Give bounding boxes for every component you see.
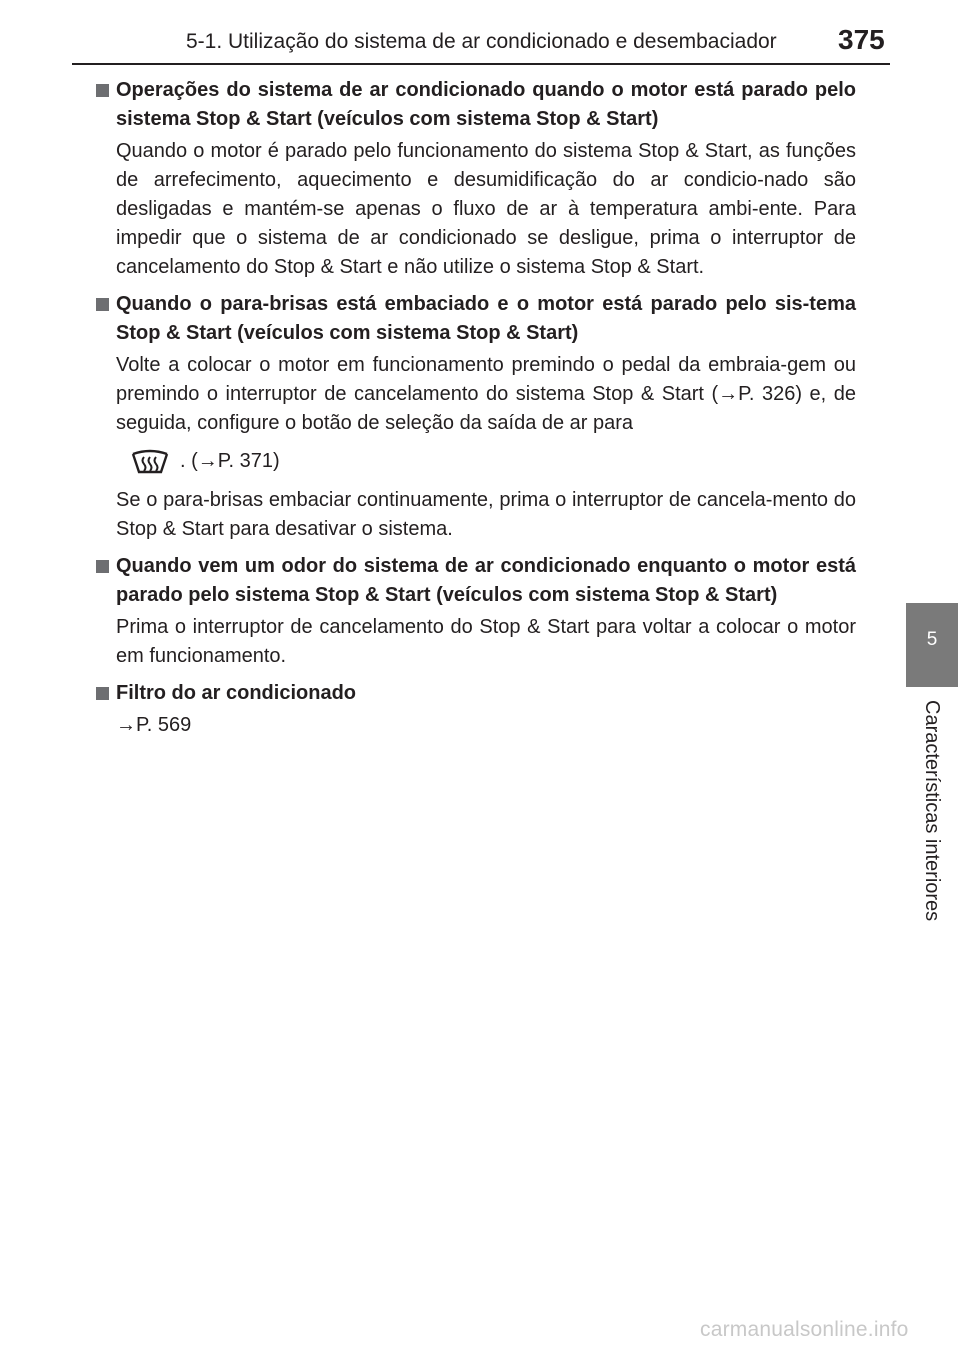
page-reference[interactable]: . (→P. 371) (180, 449, 280, 472)
square-bullet-icon (96, 687, 109, 700)
section-paragraph: Volte a colocar o motor em funcionamento premindo o pedal da embraia-gem ou premindo o interruptor de cancelamento do sistema Stop & Start (→P. 326) e, de seguida, configure o botão de seleção da saída de ar para (116, 354, 856, 434)
section-ac-filter (96, 679, 856, 740)
running-header: 5-1. Utilização do sistema de ar condicionado e desembaciador (186, 30, 777, 53)
square-bullet-icon (96, 560, 109, 573)
defroster-reference-line (130, 446, 856, 476)
page-reference[interactable]: →P. 569 (116, 714, 192, 736)
section-heading (96, 290, 856, 348)
section-heading-text: Quando o para-brisas está embaciado e o motor está parado pelo sis-tema Stop & Start (veículos com sistema Stop & Start) (116, 293, 856, 344)
square-bullet-icon (96, 84, 109, 97)
section-stop-start-operations (96, 76, 856, 282)
windshield-defroster-icon (130, 446, 170, 476)
page-content (96, 76, 856, 748)
chapter-tab[interactable] (906, 603, 958, 687)
section-heading-text: Operações do sistema de ar condicionado quando o motor está parado pelo sistema Stop & Start (veículos com sistema Stop & Start) (116, 79, 856, 130)
page-number: 375 (838, 24, 885, 55)
section-heading (96, 552, 856, 610)
section-heading (96, 76, 856, 134)
section-ac-odor (96, 552, 856, 671)
section-paragraph: Prima o interruptor de cancelamento do Stop & Start para voltar a colocar o motor em funcionamento. (116, 616, 856, 667)
section-paragraph: Quando o motor é parado pelo funcionamento do sistema Stop & Start, as funções de arrefecimento, aquecimento e desumidificação do ar condicio-nado são desligadas e mantém-se apenas o fluxo de ar à temperatura ambi-ente. Para impedir que o sistema de ar condicionado se desligue, prima o interruptor de cancelamento do Stop & Start e não utilize o sistema Stop & Start. (116, 140, 856, 278)
section-heading (96, 679, 856, 708)
section-heading-text: Quando vem um odor do sistema de ar condicionado enquanto o motor está parado pelo sistema Stop & Start (veículos com sistema Stop & Start) (116, 555, 856, 606)
chapter-tab-label: Características interiores (921, 700, 943, 922)
chapter-tab-number: 5 (926, 629, 938, 650)
section-heading-text: Filtro do ar condicionado (116, 682, 356, 704)
section-paragraph: Se o para-brisas embaciar continuamente, prima o interruptor de cancela-mento do Stop & Start para desativar o sistema. (116, 489, 856, 540)
watermark-site: carmanualsonline.info (700, 1318, 909, 1341)
section-windshield-fogged (96, 290, 856, 544)
square-bullet-icon (96, 298, 109, 311)
header-divider (72, 63, 890, 65)
